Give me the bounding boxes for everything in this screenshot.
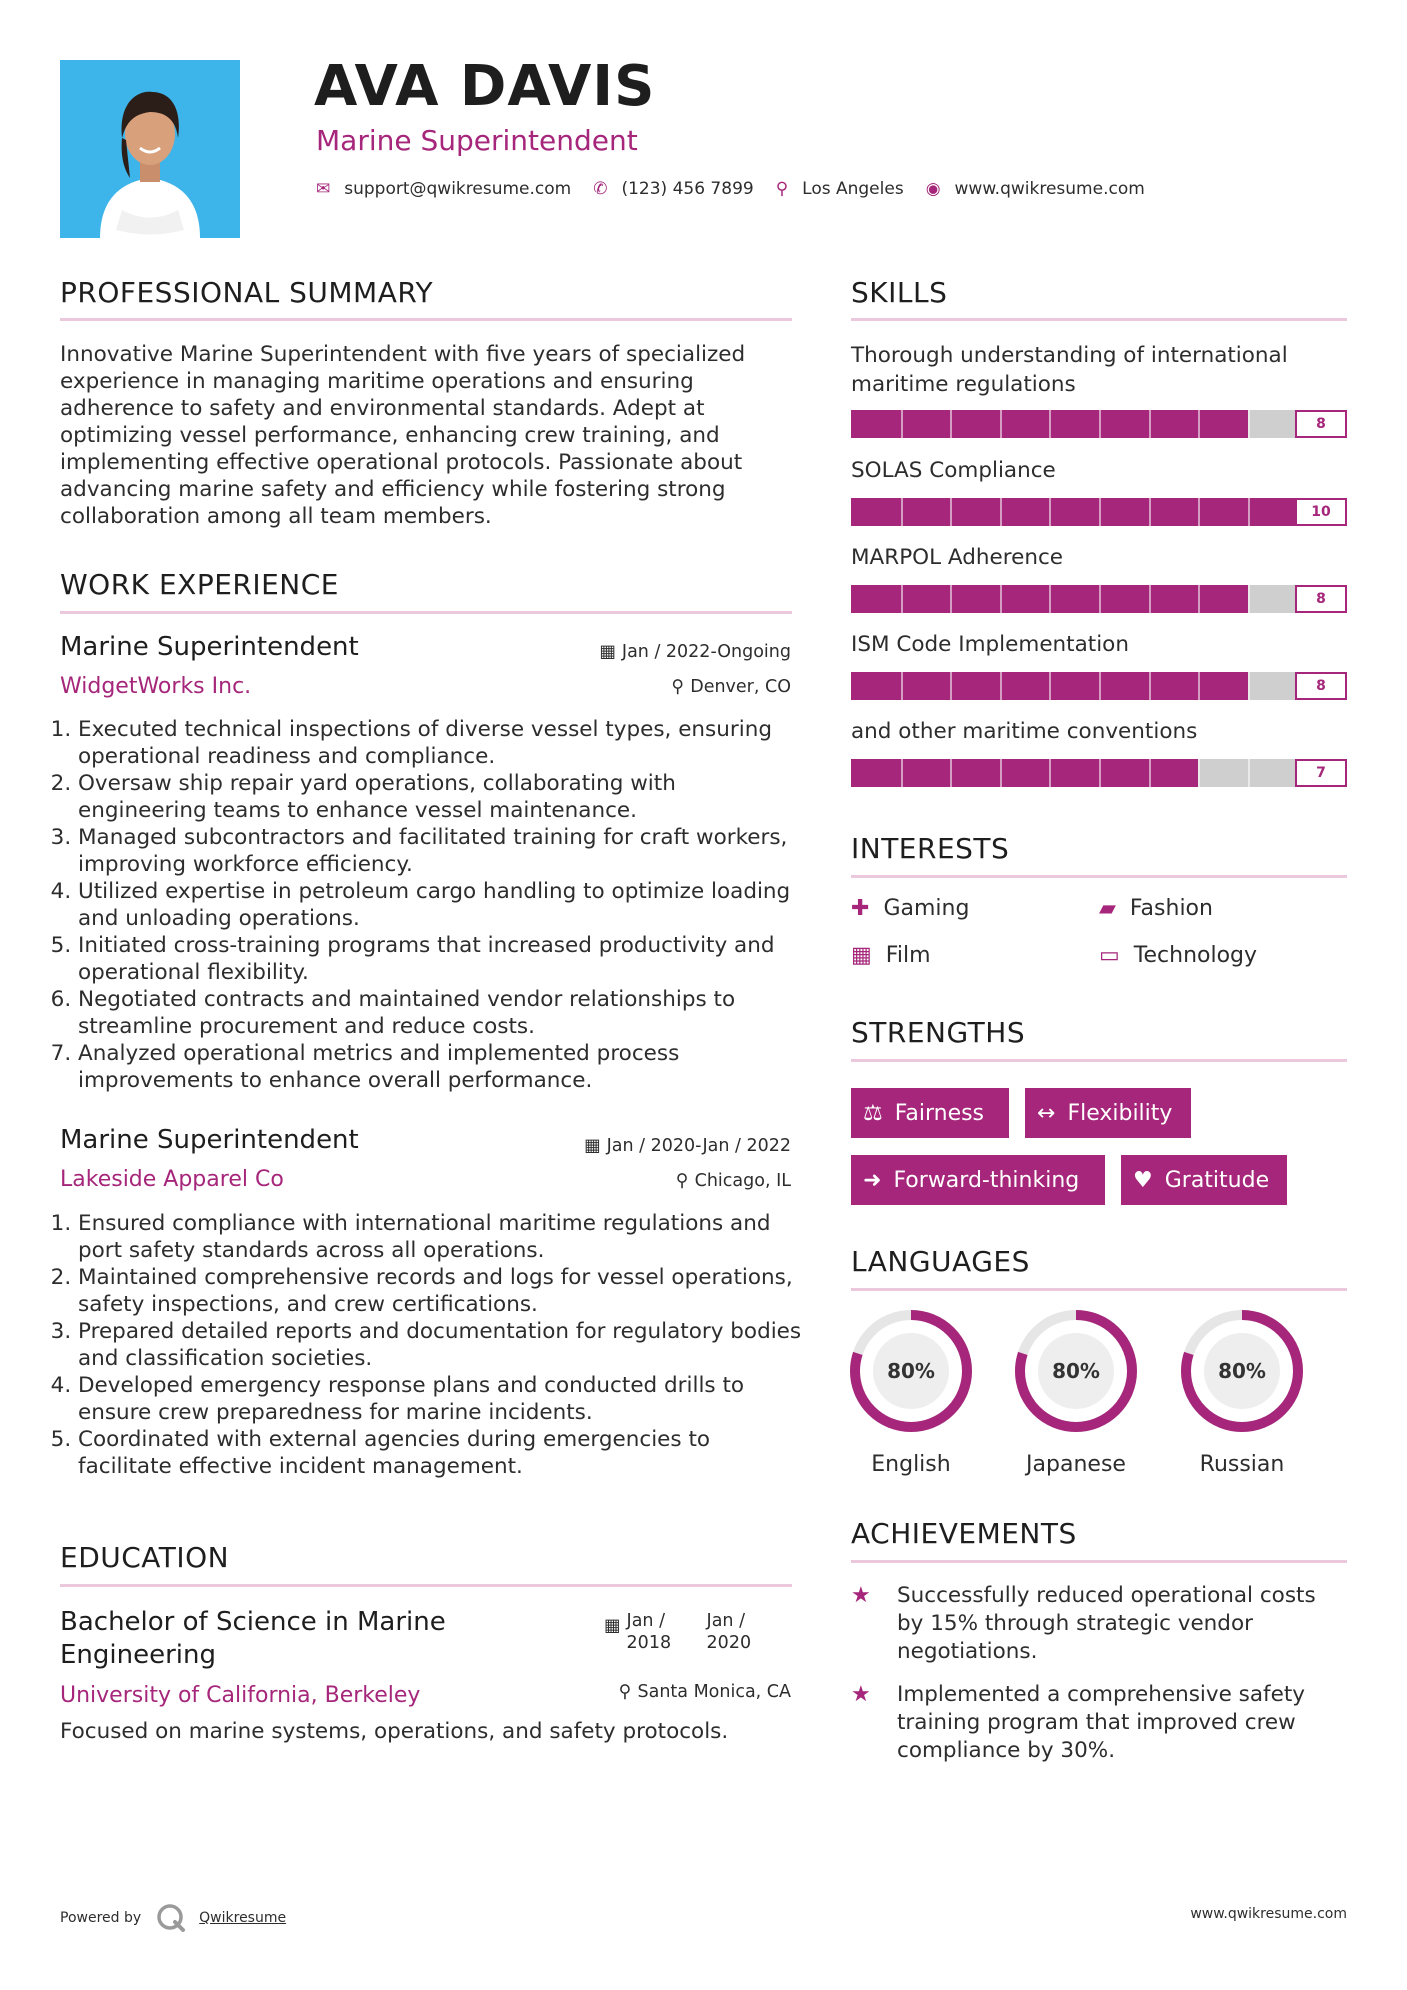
achievement-text: Successfully reduced operational costs by 15% through strategic vendor negotiations. [897,1583,1316,1664]
skill-name: ISM Code Implementation [851,632,1129,657]
education-location-text: Santa Monica, CA [637,1682,791,1702]
skill-item [851,456,1347,528]
education-heading: EDUCATION [60,1541,230,1574]
skill-bar-segment-divider [1198,672,1200,700]
contact-email[interactable] [316,179,571,199]
list-item: 3. Prepared detailed reports and documentation for regulatory bodies and classification societies. [78,1318,808,1372]
skill-item [851,717,1347,789]
contact-phone-text: (123) 456 7899 [621,179,754,199]
strength-tag [1025,1088,1191,1138]
strengths-heading: STRENGTHS [851,1016,1026,1049]
skill-bar-segment-divider [1248,498,1250,526]
skill-name: and other maritime conventions [851,719,1198,744]
summary-rule [60,318,792,321]
skill-bar-segment-divider [950,759,952,787]
summary-line: Innovative Marine Superintendent with five years of specialized [60,342,746,367]
experience-heading: WORK EXPERIENCE [60,568,339,601]
skill-bar-segment-divider [1248,759,1250,787]
job-title: Marine Superintendent [60,632,359,662]
interest-item [851,943,931,968]
contact-website[interactable] [926,179,1145,199]
film-icon: ▦ [851,943,872,968]
skill-bar-segment-divider [950,585,952,613]
achievement-item [851,1681,1341,1765]
skills-heading: SKILLS [851,276,948,309]
skill-item [851,341,1347,441]
skill-bar-segment-divider [1049,585,1051,613]
skill-bar-segment-divider [1248,585,1250,613]
education-school: University of California, Berkeley [60,1683,421,1708]
list-item: 5. Initiated cross-training programs that increased productivity and operational flexibility. [78,932,808,986]
skill-bar [851,410,1347,438]
education-dates [604,1610,763,1654]
skill-bar-segment-divider [1099,498,1101,526]
skill-bar-segment-divider [901,498,903,526]
job-company: WidgetWorks Inc. [60,674,252,699]
education-location [619,1682,791,1702]
summary-line: implementing effective operational protocols. Passionate about [60,450,743,475]
degree [60,1606,446,1672]
skill-bar-segment-divider [901,410,903,438]
star-icon: ★ [851,1583,871,1608]
education-end: Jan / 2020 [706,1611,752,1653]
contact-email-text: support@qwikresume.com [344,179,572,199]
contact-bar [316,179,1167,199]
achievement-item [851,1582,1341,1666]
language-item [846,1306,976,1477]
skill-name: MARPOL Adherence [851,545,1063,570]
education-start: Jan / 2018 [626,1611,672,1653]
summary-line: adherence to safety and environmental standards. Adept at [60,396,705,421]
brand-link[interactable]: Qwikresume [199,1910,287,1926]
skill-bar-segment-divider [1198,759,1200,787]
skill-name: SOLAS Compliance [851,458,1056,483]
skill-bar [851,498,1347,526]
laptop-icon: ▭ [1099,943,1120,968]
arrow-right-icon: ➜ [863,1167,882,1193]
skill-item [851,543,1347,615]
calendar-icon: ▦ [584,1136,601,1156]
degree-line: Bachelor of Science in Marine [60,1607,446,1637]
language-level: 80% [1052,1359,1100,1383]
list-item: 1. Executed technical inspections of diverse vessel types, ensuring operational readiness and compliance. [78,716,808,770]
profile-photo [60,60,240,238]
skill-bar-segment-divider [1099,585,1101,613]
skill-bar-segment-divider [1049,759,1051,787]
list-item: 4. Developed emergency response plans and conducted drills to ensure crew preparedness for marine incidents. [78,1372,808,1426]
skill-bar-segment-divider [950,672,952,700]
contact-website-text: www.qwikresume.com [954,179,1145,199]
skill-bar-segment-divider [1149,672,1151,700]
skills-rule [851,318,1347,321]
job-title: Marine Superintendent [60,1125,359,1155]
qwikresume-logo-icon [155,1902,187,1934]
list-item: 1. Ensured compliance with international maritime regulations and port safety standards across all operations. [78,1210,808,1264]
skill-item [851,630,1347,702]
skill-bar-segment-divider [1000,759,1002,787]
list-item: 4. Utilized expertise in petroleum cargo handling to optimize loading and unloading operations. [78,878,808,932]
strength-tag [1121,1155,1287,1205]
envelope-icon: ✉ [316,179,331,199]
candidate-name: AVA DAVIS [314,54,656,119]
job-location [671,677,791,697]
person-portrait-image [60,60,240,238]
pin-icon: ⚲ [671,677,685,697]
skill-bar-segment-divider [1198,410,1200,438]
summary-line: advancing marine safety and efficiency while fostering strong [60,477,726,502]
interest-label: Gaming [883,896,970,921]
arrows-horizontal-icon: ↔ [1037,1100,1056,1126]
scale-icon: ⚖ [863,1100,883,1126]
interests-heading: INTERESTS [851,832,1010,865]
job-dates [599,642,791,662]
language-item [1177,1306,1307,1477]
skill-bar [851,759,1347,787]
gamepad-icon: ✚ [851,896,870,921]
job-location-text: Denver, CO [690,677,791,697]
list-item: 5. Coordinated with external agencies during emergencies to facilitate effective incident management. [78,1426,808,1480]
skill-bar-fill [851,759,1198,787]
skill-bar-segment-divider [1049,672,1051,700]
skill-score: 8 [1295,410,1347,438]
skill-bar-segment-divider [1149,498,1151,526]
skill-bar-segment-divider [1149,585,1151,613]
job-dates-text: Jan / 2020-Jan / 2022 [606,1136,791,1156]
heart-icon: ♥ [1133,1167,1153,1193]
skill-bar-segment-divider [1000,585,1002,613]
skill-bar-segment-divider [950,498,952,526]
languages-heading: LANGUAGES [851,1245,1030,1278]
interest-item [1099,896,1213,921]
summary-line: optimizing vessel performance, enhancing crew training, and [60,423,720,448]
achievement-text: Implemented a comprehensive safety training program that improved crew compliance by 30%. [897,1682,1306,1763]
skill-score: 10 [1295,498,1347,526]
star-icon: ★ [851,1682,871,1707]
strength-tag [851,1155,1105,1205]
skill-bar-segment-divider [901,759,903,787]
skill-bar [851,672,1347,700]
skill-bar-segment-divider [1099,672,1101,700]
skill-bar-segment-divider [1000,498,1002,526]
education-rule [60,1584,792,1587]
education-description: Focused on marine systems, operations, and safety protocols. [60,1719,729,1744]
skill-bar-segment-divider [1099,759,1101,787]
skill-name: Thorough understanding of international maritime regulations [851,343,1288,397]
candidate-role: Marine Superintendent [316,124,638,157]
summary-heading: PROFESSIONAL SUMMARY [60,276,434,309]
skill-bar-segment-divider [1149,410,1151,438]
job-location-text: Chicago, IL [694,1171,791,1191]
job-dates [584,1136,791,1156]
language-gauge [846,1306,976,1436]
footer-website[interactable]: www.qwikresume.com [1190,1906,1347,1922]
interest-item [1099,943,1257,968]
skill-score: 8 [1295,585,1347,613]
skill-bar-segment-divider [1049,410,1051,438]
experience-rule [60,611,792,614]
skill-bar-segment-divider [1099,410,1101,438]
skill-bar [851,585,1347,613]
strength-label: Forward-thinking [893,1167,1080,1193]
strength-label: Fairness [894,1100,985,1126]
list-item: 2. Maintained comprehensive records and logs for vessel operations, safety inspections, and crew certifications. [78,1264,808,1318]
contact-phone[interactable] [593,179,753,199]
contact-location-text: Los Angeles [802,179,904,199]
contact-location [776,179,904,199]
interests-rule [851,875,1347,878]
strength-tag [851,1088,1009,1138]
job-responsibilities [60,716,808,1094]
job-responsibilities [60,1210,808,1480]
skill-bar-segment-divider [901,585,903,613]
language-name: Russian [1199,1452,1285,1477]
summary-line: collaboration among all team members. [60,504,492,529]
shopping-bag-icon: ▰ [1099,896,1116,921]
strengths-rule [851,1059,1347,1062]
skill-score: 7 [1295,759,1347,787]
pin-icon: ⚲ [675,1171,689,1191]
skill-bar-segment-divider [1198,498,1200,526]
skill-bar-segment-divider [1248,410,1250,438]
skill-bar-segment-divider [901,672,903,700]
skill-bar-segment-divider [950,410,952,438]
skill-bar-segment-divider [1000,672,1002,700]
powered-by-text: Powered by [60,1910,142,1926]
list-item: 3. Managed subcontractors and facilitated training for craft workers, improving workforce efficiency. [78,824,808,878]
language-name: Japanese [1026,1452,1126,1477]
strength-label: Flexibility [1067,1100,1173,1126]
skill-bar-segment-divider [1000,410,1002,438]
achievements-rule [851,1560,1347,1563]
skill-bar-segment-divider [1198,585,1200,613]
language-gauge [1177,1306,1307,1436]
calendar-icon: ▦ [604,1616,621,1636]
job-location [676,1171,791,1191]
skill-bar-segment-divider [1049,498,1051,526]
list-item: 7. Analyzed operational metrics and implemented process improvements to enhance overall performance. [78,1040,808,1094]
list-item: 6. Negotiated contracts and maintained vendor relationships to streamline procurement and reduce costs. [78,986,808,1040]
phone-icon: ✆ [593,179,608,199]
skill-score: 8 [1295,672,1347,700]
language-gauge [1011,1306,1141,1436]
job-dates-text: Jan / 2022-Ongoing [621,642,791,662]
calendar-icon: ▦ [599,642,616,662]
summary-text [60,341,800,530]
strength-label: Gratitude [1164,1167,1270,1193]
languages-rule [851,1288,1347,1291]
interest-label: Film [885,943,931,968]
interest-label: Technology [1133,943,1258,968]
job-company: Lakeside Apparel Co [60,1167,284,1192]
skill-bar-segment-divider [1149,759,1151,787]
language-name: English [871,1452,951,1477]
list-item: 2. Oversaw ship repair yard operations, collaborating with engineering teams to enhance vessel maintenance. [78,770,808,824]
map-pin-icon: ⚲ [775,179,789,199]
globe-icon: ◉ [925,179,941,199]
achievements-heading: ACHIEVEMENTS [851,1517,1077,1550]
skill-bar-segment-divider [1248,672,1250,700]
pin-icon: ⚲ [618,1682,632,1702]
footer-powered-by [60,1902,286,1934]
degree-line: Engineering [60,1640,216,1670]
language-item [1011,1306,1141,1477]
summary-line: experience in managing maritime operations and ensuring [60,369,694,394]
interest-label: Fashion [1129,896,1213,921]
language-level: 80% [1218,1359,1266,1383]
interest-item [851,896,969,921]
language-level: 80% [887,1359,935,1383]
